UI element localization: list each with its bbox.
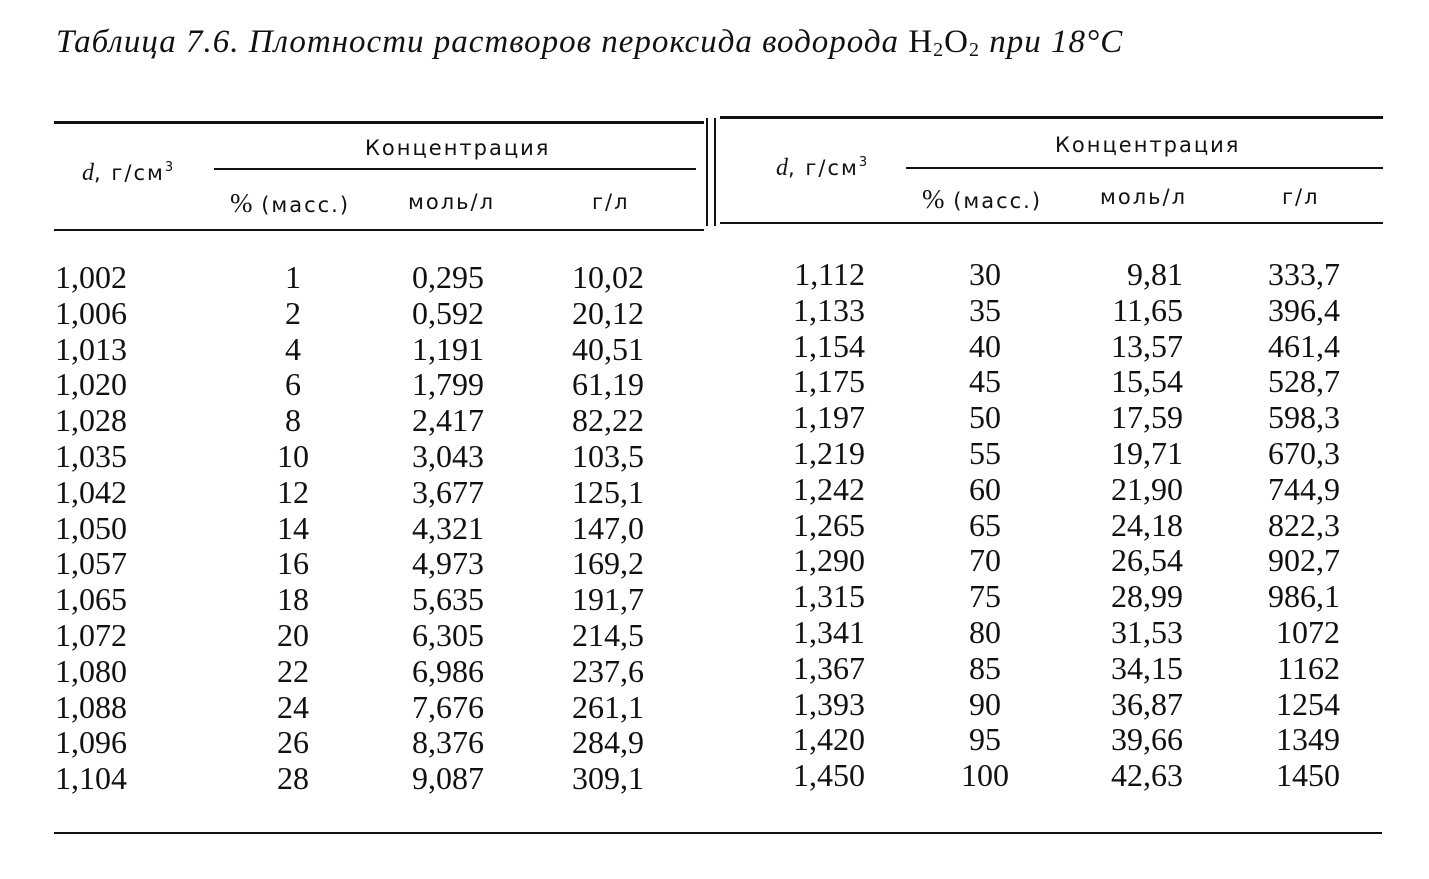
table-cell: 0,592	[412, 294, 484, 331]
table-cell: 1,035	[55, 437, 127, 474]
table-cell: 10	[277, 437, 309, 474]
table-cell: 1,096	[55, 724, 127, 761]
table-cell: 1,341	[793, 613, 865, 650]
table-cell: 1,197	[793, 399, 865, 436]
table-cell: 8,376	[412, 724, 484, 761]
table-cell: 1,420	[793, 721, 865, 758]
table-cell: 284,9	[572, 724, 644, 761]
table-cell: 1,065	[55, 581, 127, 618]
table-cell: 744,9	[1268, 470, 1340, 507]
right-molar-column	[1070, 257, 1183, 794]
table-cell: 70	[969, 542, 1001, 579]
table-cell: 9,087	[412, 760, 484, 797]
table-cell: 1349	[1276, 721, 1340, 758]
table-cell: 40	[969, 327, 1001, 364]
table-cell: 22	[277, 652, 309, 689]
table-cell: 16	[277, 545, 309, 582]
table-cell: 1,175	[793, 363, 865, 400]
table-cell: 40,51	[572, 330, 644, 367]
table-cell: 50	[969, 399, 1001, 436]
left-mass-percent-header: % (масс.)	[230, 188, 351, 218]
table-cell: 1,133	[793, 291, 865, 328]
left-density-header: d, $г/см^3$	[82, 160, 176, 186]
table-cell: 1,315	[793, 578, 865, 615]
table-cell: 21,90	[1111, 470, 1183, 507]
table-cell: 24	[277, 688, 309, 725]
table-cell: 2,417	[412, 402, 484, 439]
table-cell: 1,191	[412, 330, 484, 367]
table-cell: 1,020	[55, 366, 127, 403]
caption-formula: $H_2O_2$	[908, 24, 980, 61]
table-cell: 822,3	[1268, 506, 1340, 543]
right-grams-header: г/л	[1282, 185, 1320, 209]
table-cell: 169,2	[572, 545, 644, 582]
table-cell: 1,057	[55, 545, 127, 582]
table-cell: 1,154	[793, 327, 865, 364]
table-cell: 7,676	[412, 688, 484, 725]
table-cell: 1162	[1277, 649, 1340, 686]
caption-condition: при 18°C	[989, 24, 1124, 60]
table-cell: 191,7	[572, 581, 644, 618]
table-cell: 125,1	[572, 473, 644, 510]
table-cell: 4,973	[412, 545, 484, 582]
table-cell: 28,99	[1111, 578, 1183, 615]
table-cell: 13,57	[1111, 327, 1183, 364]
table-cell: 45	[969, 363, 1001, 400]
table-cell: 28	[277, 760, 309, 797]
left-concentration-header: Концентрация	[365, 136, 551, 160]
table-cell: 1,072	[55, 616, 127, 653]
table-cell: 670,3	[1268, 434, 1340, 471]
table-cell: 20	[277, 616, 309, 653]
left-density-column	[55, 260, 165, 797]
right-mass-percent-column	[935, 257, 1035, 794]
group-rule-left	[214, 168, 696, 170]
table-cell: 1,042	[55, 473, 127, 510]
table-cell: 15,54	[1111, 363, 1183, 400]
right-grams-column	[1225, 257, 1340, 794]
table-cell: 4	[285, 330, 301, 367]
table-cell: 85	[969, 649, 1001, 686]
table-cell: 1254	[1276, 685, 1340, 722]
table-cell: 6,305	[412, 616, 484, 653]
table-cell: 528,7	[1268, 363, 1340, 400]
right-mass-percent-header: % (масс.)	[922, 184, 1043, 214]
table-cell: 1,104	[55, 760, 127, 797]
table-cell: 1,265	[793, 506, 865, 543]
center-divider-line-2	[714, 118, 716, 226]
header-bottom-rule-left	[54, 229, 704, 231]
table-cell: 26	[277, 724, 309, 761]
table-cell: 333,7	[1268, 256, 1340, 292]
table-cell: 65	[969, 506, 1001, 543]
table-cell: 1,242	[793, 470, 865, 507]
table-bottom-rule	[54, 832, 1382, 834]
table-cell: 90	[969, 685, 1001, 722]
left-molar-header: моль/л	[408, 190, 495, 214]
table-cell: 1,112	[794, 256, 865, 292]
table-cell: 1,006	[55, 294, 127, 331]
table-cell: 34,15	[1111, 649, 1183, 686]
table-cell: 8	[285, 402, 301, 439]
table-cell: 3,043	[412, 437, 484, 474]
table-cell: 39,66	[1111, 721, 1183, 758]
table-cell: 80	[969, 613, 1001, 650]
right-density-column	[750, 257, 865, 794]
table-cell: 1,450	[793, 757, 865, 794]
table-cell: 26,54	[1111, 542, 1183, 579]
left-grams-column	[572, 260, 682, 797]
table-cell: 17,59	[1111, 399, 1183, 436]
table-cell: 1,088	[55, 688, 127, 725]
table-cell: 1,393	[793, 685, 865, 722]
table-cell: 36,87	[1111, 685, 1183, 722]
caption-text: Плотности растворов пероксида водорода	[248, 24, 900, 60]
right-density-header: d, $г/см^3$	[776, 155, 870, 181]
left-mass-percent-column	[243, 260, 343, 797]
table-cell: 1,080	[55, 652, 127, 689]
table-cell: 18	[277, 581, 309, 618]
table-cell: 9,81	[1127, 256, 1183, 292]
table-cell: 100	[961, 757, 1009, 794]
table-cell: 11,65	[1112, 291, 1183, 328]
table-cell: 30	[969, 256, 1001, 292]
table-cell: 1,290	[793, 542, 865, 579]
table-cell: 1,050	[55, 509, 127, 546]
table-cell: 10,02	[572, 259, 644, 295]
table-cell: 1,028	[55, 402, 127, 439]
table-cell: 237,6	[572, 652, 644, 689]
left-grams-header: г/л	[592, 190, 630, 214]
table-cell: 75	[969, 578, 1001, 615]
table-cell: 1072	[1276, 613, 1340, 650]
table-cell: 396,4	[1268, 291, 1340, 328]
table-cell: 147,0	[572, 509, 644, 546]
table-cell: 1450	[1276, 757, 1340, 794]
left-molar-column	[412, 260, 522, 797]
table-cell: 2	[285, 294, 301, 331]
right-concentration-header: Концентрация	[1055, 133, 1241, 157]
table-cell: 103,5	[572, 437, 644, 474]
table-cell: 461,4	[1268, 327, 1340, 364]
table-cell: 902,7	[1268, 542, 1340, 579]
table-cell: 214,5	[572, 616, 644, 653]
header-bottom-rule-right	[720, 222, 1383, 224]
table-top-rule-right	[720, 116, 1383, 119]
table-cell: 1,799	[412, 366, 484, 403]
table-cell: 20,12	[572, 294, 644, 331]
table-caption	[56, 24, 1123, 62]
table-cell: 309,1	[572, 760, 644, 797]
table-cell: 61,19	[572, 366, 644, 403]
table-cell: 42,63	[1111, 757, 1183, 794]
table-cell: 1,013	[55, 330, 127, 367]
table-cell: 3,677	[412, 473, 484, 510]
table-cell: 1	[285, 259, 301, 295]
table-cell: 6,986	[412, 652, 484, 689]
table-cell: 12	[277, 473, 309, 510]
right-molar-header: моль/л	[1100, 185, 1187, 209]
table-cell: 986,1	[1268, 578, 1340, 615]
table-cell: 24,18	[1111, 506, 1183, 543]
table-cell: 55	[969, 434, 1001, 471]
center-divider-line-1	[706, 118, 708, 226]
table-cell: 6	[285, 366, 301, 403]
table-cell: 598,3	[1268, 399, 1340, 436]
table-cell: 19,71	[1111, 434, 1183, 471]
table-cell: 82,22	[572, 402, 644, 439]
table-cell: 60	[969, 470, 1001, 507]
table-cell: 31,53	[1111, 613, 1183, 650]
table-cell: 5,635	[412, 581, 484, 618]
table-cell: 14	[277, 509, 309, 546]
table-cell: 4,321	[412, 509, 484, 546]
group-rule-right	[906, 167, 1383, 169]
table-cell: 35	[969, 291, 1001, 328]
table-cell: 1,219	[793, 434, 865, 471]
table-top-rule-left	[54, 121, 704, 124]
caption-label: Таблица 7.6.	[56, 24, 240, 60]
table-cell: 1,367	[793, 649, 865, 686]
table-cell: 261,1	[572, 688, 644, 725]
table-cell: 1,002	[55, 259, 127, 295]
table-cell: 0,295	[412, 259, 484, 295]
table-cell: 95	[969, 721, 1001, 758]
